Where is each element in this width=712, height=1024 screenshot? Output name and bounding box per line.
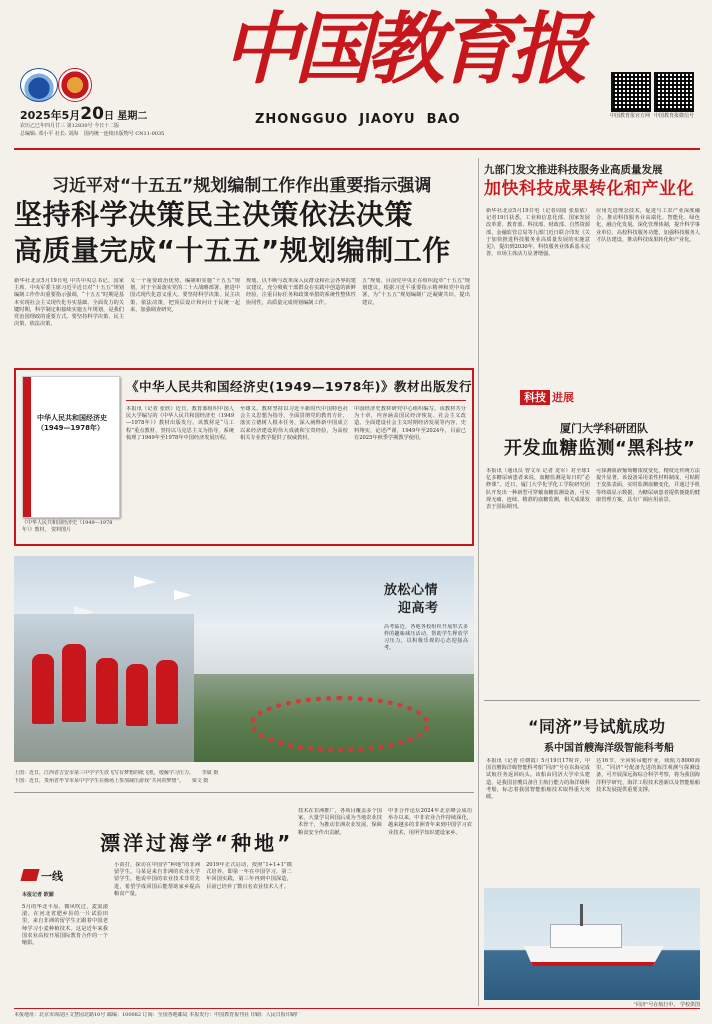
student-figure — [62, 644, 86, 722]
xiamen-column-2: 可探测血液葡萄糖浓度变化，精度比传统方法提升显著。该设备采用柔性材料制成，可贴附于皮肤表面，实时监测血糖变化，并通过手机等终端显示数据，为糖尿病患者提供便捷的健康管理方案，具有广阔应用前景。 — [596, 468, 700, 503]
student-figure — [156, 660, 178, 724]
issue-line: 农历乙巳年四月廿三 第12830号 今日十二版 — [20, 123, 120, 129]
date-weekday: 日 星期二 — [103, 111, 148, 122]
tech-badge-suffix: 进展 — [552, 391, 574, 404]
right-top-title: 加快科技成果转化和产业化 — [484, 179, 694, 199]
right-story-divider — [484, 700, 700, 701]
book-headline-rule — [126, 400, 466, 401]
photo-students-red-shirts — [14, 614, 194, 762]
book-column-2: 至雄义。教材坚持以习近平新时代中国特色社会主义思想为指导，全面贯彻党的教育方针，落实立德树人根本任务，深入阐释新中国成立以来经济建设的伟大成就和宝贵经验，为高校相关专业教学提供了权威教材。 — [240, 406, 348, 441]
photo-circle-game — [194, 674, 474, 762]
bottom-title: 漂洋过海学“种地” — [100, 831, 294, 855]
student-figure — [126, 664, 148, 726]
xiamen-title: 开发血糖监测“黑科技” — [504, 438, 696, 459]
caption-top-text: 上图：近日，江西省吉安市第三中学学生放飞写有梦想的纸飞机，缓解学习压力。 — [14, 770, 195, 776]
book-cover-title: 中华人民共和国经济史（1949—1978年） — [37, 414, 107, 432]
lead-title-line1: 坚持科学决策民主决策依法决策 — [14, 198, 414, 231]
photo-title-line2: 迎高考 — [398, 601, 439, 616]
date-prefix: 2025年5月 — [20, 109, 81, 122]
bottom-column-3: 2019年正式启动，按照“1+1+1”模式培养，即第一年在中国学习，第二年回国实践，第三年再到中国深造，目前已培养了数百名农业技术人才。 — [206, 862, 292, 890]
caption-bottom-credit: 梁文 摄 — [191, 778, 209, 784]
right-top-column-2: 应用先进理念技术，促进与工农产业深度融合。推动科技服务业高端化、智能化、绿色化、融合化发展。深化管理体制，提升科学事业单位、高校科技服务功能，加强科技服务人才队伍建设，推动科技成果转化和产业化。 — [596, 208, 700, 243]
student-figure — [96, 658, 118, 724]
lead-column-1: 新华社北京5月19日电 中共中央总书记、国家主席、中央军委主席习近平近日对“十五五”规划编制工作作出重要指示强调，“十五五”时期是基本实现社会主义现代化夯实基础、全面发力的关键时期，科学制定和接续实施五年规划，是我们党治国理政的重要方式。要坚持科学决策、民主决策、依法决策。 — [14, 278, 124, 328]
ship-cabin — [550, 924, 622, 948]
qr-code-website-icon — [611, 72, 651, 112]
newspaper-logo-icon — [20, 68, 58, 102]
photo-caption-top — [14, 770, 474, 777]
tongji-subtitle: 系中国首艘海洋级智能科考船 — [544, 743, 674, 754]
cn-line — [20, 131, 220, 138]
book-column-3: 中国经济史教材研究中心组织编写。该教材共分为十章，内容涵盖国民经济恢复、社会主义改造、全面建设社会主义时期经济发展等内容，史料翔实，论述严谨，1949年至2024年，目前已有2025年秋季学期教学使用。 — [354, 406, 466, 441]
tongji-caption: “同济”号在航行中。 学校供图 — [633, 1002, 700, 1008]
student-figure — [32, 654, 54, 724]
bottom-section-divider — [14, 792, 474, 793]
xiamen-column-1: 本报讯（通讯员 曾文军 记者 龙军）对全球1亿多糖尿病患者来说，血糖监测是每日的“必修课”。近日，厦门大学化学化工学院研究团队开发出一种新型可穿戴血糖监测设备，可实现无痛、连续、精准的血糖监测，相关成果发表于国际期刊。 — [486, 468, 590, 511]
paper-plane-icon — [174, 590, 192, 600]
student-ring — [250, 696, 430, 752]
bottom-byline: 本报记者 欧媚 — [22, 892, 54, 898]
paper-plane-icon — [134, 576, 156, 588]
book-cover-accent — [23, 377, 31, 517]
book-cover — [22, 376, 120, 518]
issue-date — [20, 104, 147, 124]
bottom-column-2: 小苗打，探访在中国学“种地”的非洲留学生。马某是来自非洲的农业大学留学生，他说中国的农业技术非常先进，希望学成回国后能帮助家乡提高粮食产量。 — [114, 862, 200, 897]
caption-bottom-text: 下图：近日，贵州省毕节市某中学学生在操场上参加减压游戏“共同的梦想”。 — [14, 778, 185, 784]
lead-kicker: 习近平对“十五五”规划编制工作作出重要指示强调 — [52, 176, 432, 196]
frontline-tag-label: 一线 — [41, 870, 63, 883]
lead-column-4: 五”规划。目前党中央正在组织起草“十五五”规划建议，根据习近平重要指示精神和党中央部署，为“十五五”规划编制广泛凝聚共识、提出建议。 — [362, 278, 470, 306]
book-story — [14, 368, 474, 546]
qr-label-website: 中国教育报官方网 — [609, 113, 650, 119]
masthead-divider — [14, 148, 700, 150]
frontline-tag — [22, 868, 92, 886]
photo-caption-bottom — [14, 778, 474, 785]
tech-badge-label: 科技 — [520, 390, 550, 405]
bottom-column-1: 5月的华北平原，微风吹过，麦浪滚滚。在河北省肥乡县的一片试验田里，来自非洲的留学生正跟着中国老师学习小麦种植技术。这是近年来我国农业高校开展国际教育合作的一个缩影。 — [22, 904, 108, 947]
bottom-column-5: 中非合作论坛2024年北京峰会成功举办以来，中非农业合作持续深化，越来越多的非洲青年来到中国学习农业技术，用所学知识建设家乡。 — [388, 808, 472, 836]
cn-number: 国内统一连续出版物号 CN11-0035 — [83, 131, 165, 137]
ship-mast — [580, 904, 583, 926]
book-column-1: 本报讯（记者 张欣）近日，教育部组织中国人民大学编写的《中华人民共和国经济史（1949—1978年）》教材出版发行。该教材是“马工程”重点教材，坚持以马克思主义为指导，系统梳理了1949年至1978年中国经济发展历程。 — [126, 406, 234, 441]
tech-badge — [520, 389, 640, 407]
frontline-mark-icon — [20, 869, 39, 881]
lead-column-3: 规划。以不断与改革深入民群众和社会各界的建议建议，充分吸收干部群众在实践中创造的新鲜经验，注重目标任务和政策举措的系统性整体性协同性，高质量完成规划编制工作。 — [246, 278, 356, 306]
tongji-column-2: 达16节，全回转吊艇作业，续航力8000海里。“同济”号配备先进的海洋观测与探测设备，可开展深远海综合科学考察，将为我国海洋科学研究、海洋工程技术创新以及智能船舶技术发展提供重要支撑。 — [596, 758, 700, 793]
date-day: 20 — [80, 104, 104, 124]
right-top-column-1: 新华社北京5月19日电（记者周圆 张泉依）记者19日获悉，工业和信息化部、国家发展改革委、教育部、科技部、财政部、自然资源部、金融监管总局等九部门近日联合印发《关于加快推进科技服务业高质量发展的实施意见》，提出到2030年，科技服务业体系基本完善，市场主体活力显著增强。 — [486, 208, 590, 258]
editor-line: 总编辑: 邓小平 社长: 刘海 — [20, 131, 79, 137]
footer-info: 本报地址：北京市海淀区文慧园北路10号 邮编：100082 订阅：全国各地邮局 本报发行：中国教育报刊社 印刷：人民日报印刷厂 — [14, 1012, 301, 1018]
publisher-logo-icon — [58, 68, 92, 102]
footer-rule — [14, 1008, 700, 1009]
right-column-divider — [478, 366, 479, 1006]
tongji-title: “同济”号试航成功 — [528, 717, 666, 736]
tongji-column-1: 本报讯（记者 任朝霞）5月19日17时许，中国首艘海洋级智能科考船“同济”号在东海完成试航任务返回码头。该船由同济大学牵头建造，是我国首艘具备自主航行能力的海洋级科考船，标志着我国智能船舶技术取得重大突破。 — [486, 758, 590, 801]
lead-title-line2: 高质量完成“十五五”规划编制工作 — [14, 234, 451, 267]
book-headline: 《中华人民共和国经济史(1949—1978年)》教材出版发行 — [126, 379, 473, 394]
caption-top-credit: 李斌 摄 — [201, 770, 219, 776]
book-caption: 《中华人民共和国经济史（1949—1978年）》教材。 资料图片 — [22, 520, 113, 533]
photo-side-caption: 高考临近，各地各校组织开展形式多样的趣味减压活动，帮助学生释放学习压力，以积极乐观的心态迎接高考。 — [384, 624, 468, 651]
right-top-kicker: 九部门发文推进科技服务业高质量发展 — [484, 164, 663, 176]
masthead-title: 中国教育报 — [222, 4, 583, 95]
masthead-pinyin: ZHONGGUO JIAOYU BAO — [255, 112, 461, 127]
xiamen-kicker: 厦门大学科研团队 — [560, 422, 648, 435]
lead-column-2: 义一个重要政治优势。编制和实施“十五五”规划，对于全面落实党的二十大战略部署、推进中国式现代化意义重大。要坚持科学决策、民主决策、依法决策，把顶层设计和问计于民统一起来，加强调查研究。 — [130, 278, 240, 313]
qr-code-wechat-icon — [654, 72, 694, 112]
photo-title-line1: 放松心情 — [384, 583, 439, 598]
ship-hull — [524, 946, 664, 966]
qr-label-wechat: 中国教育报微信号 — [653, 113, 694, 119]
photo-research-ship — [484, 888, 700, 1000]
bottom-column-4: 技术在非洲推广，各项目覆盖多个国家，大量学员回国后成为当地农业技术骨干，为推动非洲农业发展、保障粮食安全作出贡献。 — [298, 808, 382, 836]
column-divider-vertical — [478, 158, 479, 366]
